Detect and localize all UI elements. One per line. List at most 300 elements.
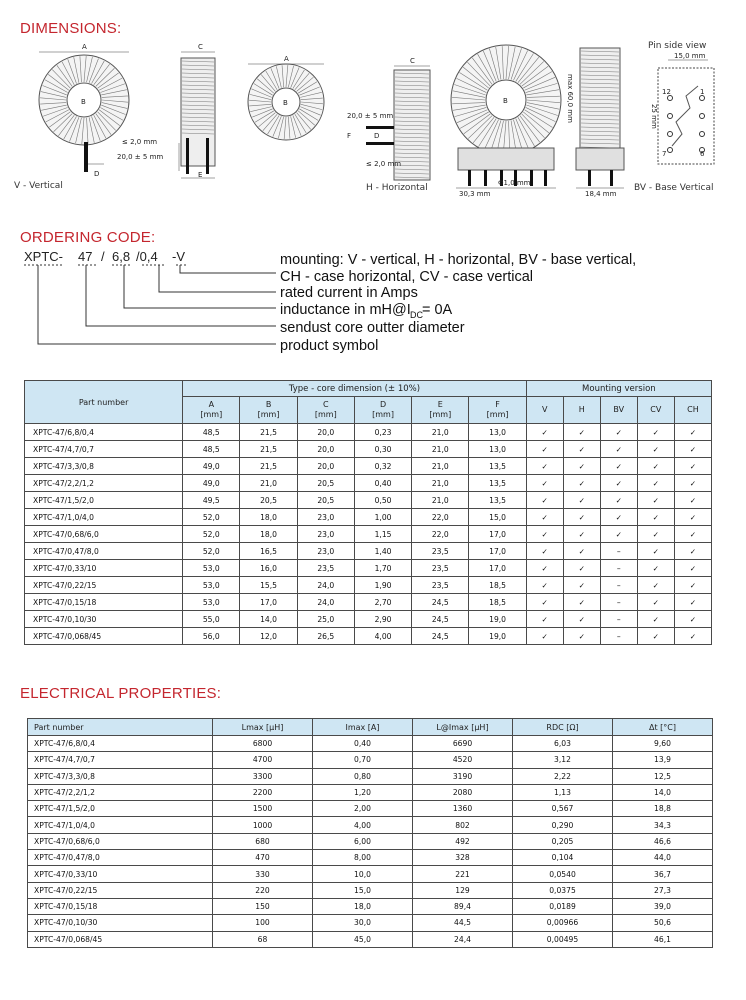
svg-text:B: B xyxy=(503,97,508,105)
value-cell: 18,0 xyxy=(313,898,413,914)
dimension-cell: 17,0 xyxy=(469,560,526,577)
dimension-cell: 19,0 xyxy=(469,628,526,645)
dimension-cell: 0,30 xyxy=(354,441,411,458)
header-mounting-version: Mounting version xyxy=(526,381,711,397)
mounting-cell: ✓ xyxy=(526,509,563,526)
part-number-cell: XPTC-47/2,2/1,2 xyxy=(25,475,183,492)
dimension-cell: 22,0 xyxy=(412,526,469,543)
value-cell: 4,00 xyxy=(313,817,413,833)
mounting-cell: ✓ xyxy=(674,526,711,543)
part-number-cell: XPTC-47/0,10/30 xyxy=(28,915,213,931)
value-cell: 6800 xyxy=(213,736,313,752)
header-dim-c: C [mm] xyxy=(297,397,354,424)
dimension-cell: 25,0 xyxy=(297,611,354,628)
value-cell: 220 xyxy=(213,882,313,898)
value-cell: 330 xyxy=(213,866,313,882)
mounting-cell: ✓ xyxy=(600,492,637,509)
header-mount-cv: CV xyxy=(637,397,674,424)
dimension-cell: 21,5 xyxy=(240,441,297,458)
dimension-cell: 49,0 xyxy=(183,475,240,492)
value-cell: 3300 xyxy=(213,768,313,784)
header-dim-f: F [mm] xyxy=(469,397,526,424)
part-number-cell: XPTC-47/0,22/15 xyxy=(25,577,183,594)
legend-core-diameter: sendust core outter diameter xyxy=(280,320,465,336)
svg-text:30,3 mm: 30,3 mm xyxy=(459,190,491,198)
mounting-cell: ✓ xyxy=(563,492,600,509)
part-number-cell: XPTC-47/0,68/6,0 xyxy=(25,526,183,543)
dimension-cell: 20,0 xyxy=(297,458,354,475)
dimensions-drawing xyxy=(14,38,734,200)
mounting-cell: ✓ xyxy=(526,543,563,560)
code-part-inductance: 6,8 xyxy=(112,249,131,264)
table-row xyxy=(28,768,713,784)
label-a: A xyxy=(82,43,87,51)
svg-text:7: 7 xyxy=(662,150,667,158)
dimension-cell: 21,0 xyxy=(412,492,469,509)
dimension-cell: 1,70 xyxy=(354,560,411,577)
table-row xyxy=(25,526,712,543)
svg-text:18,4 mm: 18,4 mm xyxy=(585,190,617,198)
mounting-cell: ✓ xyxy=(637,509,674,526)
dimension-cell: 21,0 xyxy=(412,441,469,458)
table-row xyxy=(25,458,712,475)
mounting-cell: ✓ xyxy=(600,441,637,458)
dimension-cell: 20,0 xyxy=(297,441,354,458)
mounting-cell: ✓ xyxy=(563,543,600,560)
part-number-cell: XPTC-47/1,5/2,0 xyxy=(25,492,183,509)
table-row xyxy=(25,509,712,526)
part-number-cell: XPTC-47/1,0/4,0 xyxy=(25,509,183,526)
ordering-code-diagram xyxy=(20,244,720,362)
dimension-cell: 1,15 xyxy=(354,526,411,543)
part-number-cell: XPTC-47/6,8/0,4 xyxy=(28,736,213,752)
mounting-cell: ✓ xyxy=(563,441,600,458)
table-row xyxy=(25,441,712,458)
dimension-cell: 56,0 xyxy=(183,628,240,645)
value-cell: 100 xyxy=(213,915,313,931)
header-dim-b: B [mm] xyxy=(240,397,297,424)
table-row xyxy=(25,492,712,509)
caption-base-vertical: BV - Base Vertical xyxy=(634,183,714,193)
mounting-cell: ✓ xyxy=(674,458,711,475)
dimension-cell: 48,5 xyxy=(183,441,240,458)
mounting-cell: ✓ xyxy=(674,424,711,441)
toroid-vertical-front xyxy=(14,43,129,191)
label-d: D xyxy=(94,170,100,178)
dimension-cell: 13,0 xyxy=(469,441,526,458)
mounting-cell: ✓ xyxy=(526,594,563,611)
part-number-cell: XPTC-47/1,0/4,0 xyxy=(28,817,213,833)
mounting-cell: ✓ xyxy=(563,526,600,543)
header-mount-bv: BV xyxy=(600,397,637,424)
code-part-current: /0,4 xyxy=(136,249,158,264)
elec-header-5: Δt [°C] xyxy=(613,719,713,736)
mounting-cell: ✓ xyxy=(600,475,637,492)
dimension-cell: 1,40 xyxy=(354,543,411,560)
dimension-cell: 17,0 xyxy=(240,594,297,611)
dimension-cell: 21,0 xyxy=(412,424,469,441)
dimension-cell: 0,40 xyxy=(354,475,411,492)
table-row xyxy=(25,543,712,560)
legend-current: rated current in Amps xyxy=(280,285,418,301)
dimension-cell: 18,0 xyxy=(240,509,297,526)
toroid-horizontal-side xyxy=(347,57,430,193)
part-number-cell: XPTC-47/3,3/0,8 xyxy=(25,458,183,475)
toroid-horizontal-front xyxy=(248,55,324,140)
svg-text:C: C xyxy=(410,57,415,65)
mounting-cell: ✓ xyxy=(563,594,600,611)
dimension-cell: 21,5 xyxy=(240,458,297,475)
mounting-cell: – xyxy=(600,611,637,628)
value-cell: 0,00495 xyxy=(513,931,613,947)
value-cell: 0,0540 xyxy=(513,866,613,882)
header-mount-v: V xyxy=(526,397,563,424)
dimension-cell: 23,5 xyxy=(297,560,354,577)
dimension-cell: 52,0 xyxy=(183,543,240,560)
table-row xyxy=(28,915,713,931)
mounting-cell: ✓ xyxy=(526,492,563,509)
mounting-cell: – xyxy=(600,543,637,560)
elec-header-3: L@Imax [µH] xyxy=(413,719,513,736)
mounting-cell: ✓ xyxy=(674,441,711,458)
dimension-cell: 20,0 xyxy=(297,424,354,441)
label-c: C xyxy=(198,43,203,51)
value-cell: 14,0 xyxy=(613,784,713,800)
mounting-cell: ✓ xyxy=(637,543,674,560)
dimension-cell: 20,5 xyxy=(297,492,354,509)
pin-side-view xyxy=(648,41,714,164)
value-cell: 492 xyxy=(413,833,513,849)
svg-text:6: 6 xyxy=(700,150,705,158)
mounting-cell: ✓ xyxy=(674,611,711,628)
mounting-cell: ✓ xyxy=(674,492,711,509)
dimension-cell: 19,0 xyxy=(469,611,526,628)
svg-text:12: 12 xyxy=(662,88,671,96)
mounting-cell: ✓ xyxy=(526,628,563,645)
value-cell: 802 xyxy=(413,817,513,833)
part-number-cell: XPTC-47/0,33/10 xyxy=(25,560,183,577)
dimension-cell: 49,0 xyxy=(183,458,240,475)
svg-text:25 mm: 25 mm xyxy=(650,104,658,129)
value-cell: 0,80 xyxy=(313,768,413,784)
code-part-symbol: XPTC- xyxy=(24,249,63,264)
table-row xyxy=(28,752,713,768)
mounting-cell: – xyxy=(600,594,637,611)
elec-header-1: Lmax [µH] xyxy=(213,719,313,736)
dimension-cell: 24,5 xyxy=(412,594,469,611)
mounting-cell: ✓ xyxy=(526,475,563,492)
table-row xyxy=(25,560,712,577)
legend-product-symbol: product symbol xyxy=(280,338,379,354)
mounting-cell: ✓ xyxy=(637,526,674,543)
value-cell: 470 xyxy=(213,850,313,866)
dimension-cell: 24,5 xyxy=(412,628,469,645)
mounting-cell: ✓ xyxy=(674,628,711,645)
value-cell: 0,290 xyxy=(513,817,613,833)
value-cell: 2080 xyxy=(413,784,513,800)
header-dim-e: E [mm] xyxy=(412,397,469,424)
value-cell: 44,0 xyxy=(613,850,713,866)
electrical-title: ELECTRICAL PROPERTIES: xyxy=(20,685,222,702)
dimension-cell: 20,5 xyxy=(297,475,354,492)
elec-header-2: Imax [A] xyxy=(313,719,413,736)
mounting-cell: ✓ xyxy=(600,458,637,475)
legend-mounting: mounting: V - vertical, H - horizontal, BV - base vertical, xyxy=(280,252,637,268)
mounting-cell: ✓ xyxy=(563,475,600,492)
dimension-cell: 22,0 xyxy=(412,509,469,526)
part-number-cell: XPTC-47/3,3/0,8 xyxy=(28,768,213,784)
mounting-cell: – xyxy=(600,560,637,577)
dimension-cell: 0,32 xyxy=(354,458,411,475)
dimension-cell: 24,0 xyxy=(297,594,354,611)
table-row xyxy=(28,817,713,833)
svg-text:B: B xyxy=(283,99,288,107)
value-cell: 89,4 xyxy=(413,898,513,914)
dimension-cell: 15,5 xyxy=(240,577,297,594)
table-row xyxy=(28,784,713,800)
value-cell: 4700 xyxy=(213,752,313,768)
value-cell: 18,8 xyxy=(613,801,713,817)
legend-mounting-cont: CH - case horizontal, CV - case vertical xyxy=(280,269,534,285)
part-number-cell: XPTC-47/0,15/18 xyxy=(28,898,213,914)
elec-header-4: RDC [Ω] xyxy=(513,719,613,736)
code-part-diameter: 47 xyxy=(78,249,93,264)
value-cell: 2,22 xyxy=(513,768,613,784)
mounting-cell: ✓ xyxy=(674,594,711,611)
mounting-cell: ✓ xyxy=(637,577,674,594)
dimension-cell: 21,5 xyxy=(240,424,297,441)
part-number-cell: XPTC-47/2,2/1,2 xyxy=(28,784,213,800)
value-cell: 0,0189 xyxy=(513,898,613,914)
dimensions-title: DIMENSIONS: xyxy=(20,20,122,37)
table-row xyxy=(28,882,713,898)
svg-text:≤ 2,0 mm: ≤ 2,0 mm xyxy=(366,160,402,168)
value-cell: 3190 xyxy=(413,768,513,784)
dimension-cell: 14,0 xyxy=(240,611,297,628)
mounting-cell: ✓ xyxy=(526,577,563,594)
dimension-cell: 20,5 xyxy=(240,492,297,509)
mounting-cell: ✓ xyxy=(637,458,674,475)
svg-text:15,0 mm: 15,0 mm xyxy=(674,52,706,60)
dimension-cell: 21,0 xyxy=(412,475,469,492)
dimension-cell: 15,0 xyxy=(469,509,526,526)
mounting-cell: – xyxy=(600,577,637,594)
dimension-cell: 53,0 xyxy=(183,594,240,611)
dimension-cell: 17,0 xyxy=(469,526,526,543)
value-cell: 68 xyxy=(213,931,313,947)
dimension-cell: 1,90 xyxy=(354,577,411,594)
dimension-cell: 23,5 xyxy=(412,560,469,577)
part-number-cell: XPTC-47/0,22/15 xyxy=(28,882,213,898)
mounting-cell: ✓ xyxy=(563,424,600,441)
svg-text:D: D xyxy=(374,132,380,140)
mounting-cell: ✓ xyxy=(674,543,711,560)
dimension-cell: 16,5 xyxy=(240,543,297,560)
part-number-cell: XPTC-47/0,47/8,0 xyxy=(25,543,183,560)
value-cell: 0,70 xyxy=(313,752,413,768)
svg-text:20,0 ± 5 mm: 20,0 ± 5 mm xyxy=(117,153,164,161)
mounting-cell: ✓ xyxy=(600,526,637,543)
dimension-cell: 24,0 xyxy=(297,577,354,594)
value-cell: 12,5 xyxy=(613,768,713,784)
ordering-title: ORDERING CODE: xyxy=(20,229,156,246)
value-cell: 2,00 xyxy=(313,801,413,817)
svg-text:20,0 ± 5 mm: 20,0 ± 5 mm xyxy=(347,112,394,120)
value-cell: 150 xyxy=(213,898,313,914)
mounting-cell: ✓ xyxy=(637,441,674,458)
header-dim-a: A [mm] xyxy=(183,397,240,424)
value-cell: 1500 xyxy=(213,801,313,817)
dimension-cell: 2,90 xyxy=(354,611,411,628)
mounting-cell: ✓ xyxy=(637,560,674,577)
mounting-cell: ✓ xyxy=(526,526,563,543)
value-cell: 13,9 xyxy=(613,752,713,768)
dimension-cell: 0,50 xyxy=(354,492,411,509)
value-cell: 46,1 xyxy=(613,931,713,947)
value-cell: 1000 xyxy=(213,817,313,833)
part-number-cell: XPTC-47/0,15/18 xyxy=(25,594,183,611)
mounting-cell: ✓ xyxy=(674,577,711,594)
table-row xyxy=(28,866,713,882)
mounting-cell: ✓ xyxy=(674,509,711,526)
dimension-cell: 13,0 xyxy=(469,424,526,441)
dimension-cell: 52,0 xyxy=(183,509,240,526)
value-cell: 45,0 xyxy=(313,931,413,947)
value-cell: 39,0 xyxy=(613,898,713,914)
value-cell: 15,0 xyxy=(313,882,413,898)
value-cell: 36,7 xyxy=(613,866,713,882)
header-core-dimension: Type - core dimension (± 10%) xyxy=(183,381,527,397)
dimension-cell: 13,5 xyxy=(469,492,526,509)
part-number-cell: XPTC-47/4,7/0,7 xyxy=(25,441,183,458)
value-cell: 34,3 xyxy=(613,817,713,833)
dimension-cell: 12,0 xyxy=(240,628,297,645)
value-cell: 0,0375 xyxy=(513,882,613,898)
part-number-cell: XPTC-47/0,47/8,0 xyxy=(28,850,213,866)
value-cell: 221 xyxy=(413,866,513,882)
dimension-cell: 24,5 xyxy=(412,611,469,628)
mounting-cell: ✓ xyxy=(563,458,600,475)
mounting-cell: ✓ xyxy=(674,560,711,577)
mounting-cell: ✓ xyxy=(526,611,563,628)
mounting-cell: ✓ xyxy=(526,441,563,458)
value-cell: 44,5 xyxy=(413,915,513,931)
value-cell: 9,60 xyxy=(613,736,713,752)
value-cell: 6,03 xyxy=(513,736,613,752)
dimension-cell: 16,0 xyxy=(240,560,297,577)
value-cell: 10,0 xyxy=(313,866,413,882)
part-number-cell: XPTC-47/4,7/0,7 xyxy=(28,752,213,768)
table-row xyxy=(28,833,713,849)
dimension-cell: 23,5 xyxy=(412,577,469,594)
dimension-cell: 17,0 xyxy=(469,543,526,560)
value-cell: 2200 xyxy=(213,784,313,800)
mounting-cell: ✓ xyxy=(637,475,674,492)
value-cell: 4520 xyxy=(413,752,513,768)
svg-text:max 60,0 mm: max 60,0 mm xyxy=(566,74,574,123)
part-number-cell: XPTC-47/0,068/45 xyxy=(25,628,183,645)
part-number-cell: XPTC-47/1,5/2,0 xyxy=(28,801,213,817)
code-part-mounting: -V xyxy=(172,249,185,264)
value-cell: 27,3 xyxy=(613,882,713,898)
value-cell: 50,6 xyxy=(613,915,713,931)
value-cell: 6690 xyxy=(413,736,513,752)
mounting-cell: ✓ xyxy=(563,560,600,577)
value-cell: 3,12 xyxy=(513,752,613,768)
table-row xyxy=(28,801,713,817)
dimension-cell: 48,5 xyxy=(183,424,240,441)
dimension-cell: 23,5 xyxy=(412,543,469,560)
dimension-cell: 23,0 xyxy=(297,543,354,560)
part-number-cell: XPTC-47/0,10/30 xyxy=(25,611,183,628)
mounting-cell: – xyxy=(600,628,637,645)
legend-inductance-sub: DC xyxy=(410,310,423,320)
value-cell: 0,567 xyxy=(513,801,613,817)
label-f: F xyxy=(347,132,352,140)
table-row xyxy=(25,611,712,628)
table-row xyxy=(25,628,712,645)
dimension-cell: 53,0 xyxy=(183,577,240,594)
label-e: E xyxy=(198,171,203,179)
mounting-cell: ✓ xyxy=(637,492,674,509)
part-number-cell: XPTC-47/0,33/10 xyxy=(28,866,213,882)
value-cell: 0,00966 xyxy=(513,915,613,931)
toroid-vertical-side xyxy=(117,43,215,179)
mounting-cell: ✓ xyxy=(637,611,674,628)
mounting-cell: ✓ xyxy=(563,628,600,645)
mounting-cell: ✓ xyxy=(600,424,637,441)
value-cell: 680 xyxy=(213,833,313,849)
header-mount-h: H xyxy=(563,397,600,424)
dimension-cell: 13,5 xyxy=(469,458,526,475)
toroid-base-vertical-front xyxy=(451,45,574,198)
svg-text:≤ 2,0 mm: ≤ 2,0 mm xyxy=(122,138,158,146)
code-part-slash: / xyxy=(101,249,105,264)
header-part-number: Part number xyxy=(25,381,183,424)
dimension-cell: 13,5 xyxy=(469,475,526,492)
dimension-cell: 18,0 xyxy=(240,526,297,543)
header-dim-d: D [mm] xyxy=(354,397,411,424)
dimension-cell: 2,70 xyxy=(354,594,411,611)
table-row xyxy=(28,931,713,947)
legend-inductance: inductance in mH@I xyxy=(280,302,411,318)
header-mount-ch: CH xyxy=(674,397,711,424)
value-cell: 24,4 xyxy=(413,931,513,947)
mounting-cell: ✓ xyxy=(526,424,563,441)
dimension-cell: 4,00 xyxy=(354,628,411,645)
label-b: B xyxy=(81,98,86,106)
dimension-cell: 18,5 xyxy=(469,594,526,611)
value-cell: 1360 xyxy=(413,801,513,817)
dimension-cell: 1,00 xyxy=(354,509,411,526)
svg-text:Pin side view: Pin side view xyxy=(648,41,707,51)
table-row xyxy=(28,850,713,866)
dimension-cell: 21,0 xyxy=(412,458,469,475)
part-number-cell: XPTC-47/6,8/0,4 xyxy=(25,424,183,441)
table-row xyxy=(28,736,713,752)
elec-header-0: Part number xyxy=(28,719,213,736)
caption-vertical: V - Vertical xyxy=(14,181,63,191)
mounting-cell: ✓ xyxy=(526,458,563,475)
dimension-cell: 23,0 xyxy=(297,509,354,526)
value-cell: 0,205 xyxy=(513,833,613,849)
mounting-cell: ✓ xyxy=(637,628,674,645)
mounting-cell: ✓ xyxy=(637,594,674,611)
core-dimension-table xyxy=(24,380,712,645)
value-cell: 1,13 xyxy=(513,784,613,800)
mounting-cell: ✓ xyxy=(563,611,600,628)
value-cell: 30,0 xyxy=(313,915,413,931)
